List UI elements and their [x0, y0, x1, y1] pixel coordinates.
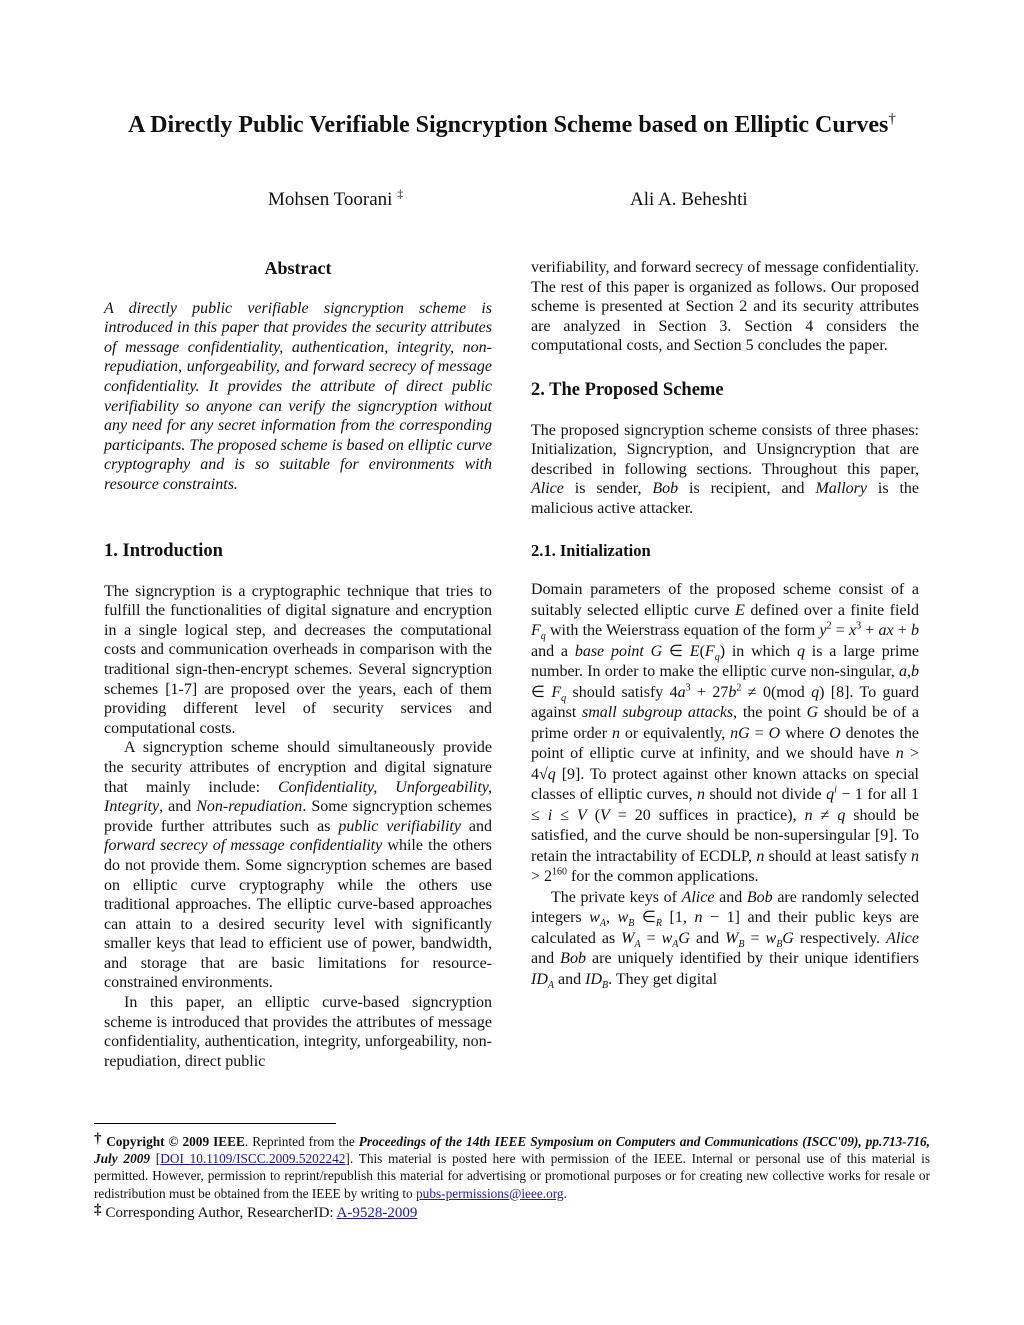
paragraph: [104, 738, 492, 993]
section-introduction: [104, 542, 492, 1071]
paragraph: [531, 258, 919, 356]
footnote-mark: ‡: [94, 1201, 102, 1218]
text-run: denotes the point of elliptic curve at infinity, and we should have: [531, 724, 919, 763]
section-intro-continued: [531, 258, 919, 990]
text-run: w: [617, 909, 629, 927]
text-run: 3: [856, 620, 862, 632]
text-run: The proposed signcryption scheme consists of three phases: Initialization, Signcryption, and Unsigncryption that are described in following sections. Throughout this paper,: [531, 421, 919, 478]
venue-text: Proceedings of the 14th IEEE Symposium on Computers and Communications (ISCC'09), pp.713-716, July 2009: [94, 1134, 930, 1167]
text-run: is the malicious active attacker.: [531, 480, 919, 517]
text-run: b: [728, 683, 737, 701]
text-run: is a large prime number. In order to make the elliptic curve non-singular,: [531, 642, 920, 681]
text-run: and: [531, 950, 561, 968]
text-run: ≠ 0(mod: [741, 683, 812, 701]
copyright-label: Copyright © 2009 IEEE: [106, 1134, 245, 1149]
section-heading: 1. Introduction: [104, 541, 223, 561]
text-run: O: [768, 724, 781, 742]
section-heading: 2. The Proposed Scheme: [531, 379, 724, 400]
corresponding-footnote: [94, 1202, 930, 1222]
text-run: 2: [826, 620, 832, 632]
text-run: q: [540, 631, 546, 643]
author-footnote-mark: ‡: [397, 186, 404, 201]
text-run: The signcryption is a cryptographic technique that tries to fulfill the functionalities of digital signature and encryption in a single logical step, and decreases the computational costs and communication overheads in comparison with the traditional sign-then-encrypt schemes. Several signcryption schemes [1-7] are proposed over the years, each of them providing different level of security services and computational costs.: [104, 582, 492, 737]
text-run: 160: [552, 866, 568, 878]
text-run: forward secrecy of message confidentiality: [104, 837, 383, 855]
author-name: Mohsen Toorani: [268, 189, 393, 210]
text-run: should not divide: [704, 786, 827, 804]
text-run: should at least satisfy: [764, 847, 911, 865]
footnote-text: . Reprinted from the: [244, 1134, 359, 1149]
text-run: . They get digital: [608, 970, 718, 988]
text-run: W: [725, 929, 739, 947]
text-run: respectively.: [793, 929, 887, 947]
text-run: where: [780, 724, 830, 742]
text-run: =: [744, 929, 766, 947]
abstract-heading: Abstract: [264, 258, 332, 278]
text-run: ID: [531, 970, 548, 988]
text-run: A: [672, 938, 679, 950]
text-run: W: [621, 929, 635, 947]
text-run: B: [738, 938, 745, 950]
text-run: V: [576, 806, 587, 824]
text-run: q: [826, 786, 835, 804]
paragraph: [104, 582, 492, 739]
text-run: w: [765, 929, 777, 947]
text-run: Alice: [681, 888, 715, 906]
text-run: and: [460, 817, 493, 835]
text-run: n: [804, 806, 813, 824]
text-run: G: [650, 642, 663, 660]
researcher-id-link[interactable]: A-9528-2009: [336, 1204, 418, 1221]
text-run: n: [696, 786, 705, 804]
text-run: F: [551, 683, 562, 701]
text-run: [644, 643, 651, 660]
text-run: y: [819, 622, 827, 640]
text-run: q: [561, 692, 567, 704]
text-run: +: [893, 622, 911, 640]
text-run: q: [797, 642, 805, 660]
text-run: V: [600, 806, 610, 824]
text-run: Confidentiality, Unforgeability, Integrity: [104, 778, 492, 816]
text-run: b: [911, 663, 919, 681]
text-run: and: [554, 970, 586, 988]
text-run: base point: [574, 642, 644, 660]
text-run: ID: [585, 970, 602, 988]
doi-link[interactable]: DOI 10.1109/ISCC.2009.5202242: [160, 1151, 346, 1167]
text-run: Alice: [886, 929, 919, 947]
paragraph: [531, 421, 919, 519]
text-run: ax: [878, 622, 894, 640]
author-2: [630, 189, 748, 211]
text-run: ) in which: [719, 642, 797, 660]
text-run: are uniquely identified by their unique identifiers: [585, 950, 919, 968]
text-run: i: [547, 806, 553, 824]
abstract-text: A directly public verifiable signcryption scheme is introduced in this paper that provides the security attributes of message confidentiality, authentication, integrity, non-repudiation, unforgeability, and forward secrecy of message confidentiality. It provides the attribute of direct public verifiability so anyone can verify the signcryption without any need for any secret information from the corresponding participants. The proposed scheme is based on elliptic curve cryptography and is so suitable for environments with resource constraints.: [104, 299, 492, 493]
text-run: w: [661, 929, 673, 947]
footnote-text: [: [150, 1151, 161, 1167]
text-run: ∈: [634, 909, 656, 927]
text-run: while the others do not provide them. Some signcryption schemes are based on elliptic curve cryptography while the others use traditional approaches. The elliptic curve-based approaches can attain to a desired security level with significantly smaller keys that lead to efficient use of power, bandwidth, and storage that are basic limitations for resource-constrained environments.: [104, 837, 493, 992]
footnote-text: .: [563, 1185, 567, 1201]
text-run: n: [611, 724, 620, 742]
text-run: a: [899, 663, 907, 681]
footnote-text: Corresponding Author, ResearcherID:: [105, 1204, 337, 1221]
text-run: F: [704, 642, 715, 660]
text-run: b: [910, 622, 919, 640]
text-run: should be of a prime order: [531, 704, 920, 742]
title-text: A Directly Public Verifiable Signcryption Scheme based on Elliptic Curves: [128, 112, 889, 138]
text-run: w: [589, 909, 600, 927]
text-run: O: [829, 724, 841, 742]
text-run: n: [756, 847, 765, 865]
text-run: public verifiability: [338, 817, 461, 835]
text-run: n: [911, 847, 919, 865]
text-run: =: [749, 724, 769, 742]
text-run: = 20 suffices in practice),: [609, 806, 805, 824]
text-run: verifiability, and forward secrecy of message confidentiality. The rest of this paper is organized as follows. Our proposed scheme is presented at Section 2 and its security attributes are analyzed in Section 3. Section 4 considers the computational costs, and Section 5 concludes the paper.: [531, 259, 919, 355]
text-run: or equivalently,: [619, 724, 731, 742]
text-run: =: [640, 929, 662, 947]
text-run: and a: [531, 642, 575, 660]
footnote-text: ]. This material is posted here with permission of the IEEE. Internal or personal use of this material is permitted. However, permission to reprint/republish this material for advertising or promotional purposes or for creating new collective works for resale or redistribution must be obtained from the IEEE by writing to: [94, 1151, 930, 1201]
text-run: B: [602, 979, 609, 991]
paragraph: [104, 993, 492, 1071]
author-1: [268, 186, 404, 211]
text-run: Alice: [531, 480, 564, 498]
text-run: n: [895, 745, 904, 763]
text-run: ∈: [662, 642, 690, 660]
text-run: should satisfy 4: [566, 683, 678, 701]
subsection-heading: 2.1. Initialization: [531, 540, 651, 560]
text-run: q: [714, 651, 720, 663]
text-run: G: [782, 929, 794, 947]
text-run: with the Weierstrass equation of the form: [545, 622, 820, 640]
text-run: A: [634, 938, 641, 950]
text-run: Bob: [746, 888, 773, 906]
text-run: q: [547, 765, 556, 783]
text-run: B: [776, 938, 783, 950]
title-footnote-mark: †: [888, 111, 896, 127]
text-run: , the point: [733, 704, 807, 722]
text-run: + 27: [690, 683, 729, 701]
email-link[interactable]: pubs-permissions@ieee.org: [416, 1185, 564, 1201]
text-run: Bob: [560, 950, 586, 968]
text-run: defined over a finite field: [744, 601, 919, 619]
text-run: A: [547, 979, 554, 991]
text-run: are randomly selected integers: [531, 888, 919, 927]
text-run: nG: [730, 724, 750, 742]
text-run: +: [861, 622, 879, 640]
text-run: [1,: [661, 909, 695, 927]
text-run: The private keys of: [551, 888, 682, 906]
text-run: q: [811, 683, 820, 701]
text-run: G: [678, 929, 690, 947]
text-run: − 1] and their public keys are calculated as: [531, 909, 920, 947]
text-run: Bob: [652, 480, 679, 498]
text-run: E: [689, 642, 700, 660]
text-run: F: [531, 622, 541, 640]
text-run: small subgroup attacks: [581, 704, 734, 722]
text-run: , and: [159, 798, 197, 816]
text-run: ) [8]. To guard against: [531, 683, 919, 722]
text-run: and: [714, 888, 747, 906]
text-run: for the common applications.: [567, 868, 759, 886]
paper-title: [0, 112, 1024, 139]
text-run: In this paper, an elliptic curve-based signcryption scheme is introduced that provides the attributes of message confidentiality, authentication, integrity, unforgeability, non-repudiation, direct public: [104, 994, 492, 1070]
text-run: =: [831, 622, 849, 640]
text-run: ≠: [812, 806, 838, 824]
text-run: (: [699, 642, 705, 660]
footnote-mark: †: [94, 1131, 103, 1147]
text-run: Domain parameters of the proposed scheme consist of a suitably selected elliptic curve: [531, 581, 919, 619]
text-run: Mallory: [815, 480, 867, 498]
text-run: and: [689, 929, 726, 947]
text-run: A: [599, 918, 606, 930]
text-run: i: [834, 784, 837, 796]
text-run: − 1 for all 1 ≤: [531, 786, 920, 824]
text-run: R: [655, 918, 662, 930]
text-run: B: [628, 918, 635, 930]
text-run: G: [806, 704, 819, 722]
text-run: n: [694, 909, 703, 927]
text-run: Non-repudiation: [196, 798, 303, 816]
text-run: x: [848, 622, 857, 640]
text-run: (: [586, 806, 601, 824]
text-run: 2: [736, 682, 742, 694]
text-run: . Some signcryption schemes provide further attributes such as: [104, 798, 492, 835]
author-name: Ali A. Beheshti: [630, 189, 748, 210]
abstract: [104, 259, 492, 495]
text-run: A signcryption scheme should simultaneously provide the security attributes of encryption and digital signature that mainly include:: [104, 739, 492, 796]
text-run: ,: [907, 663, 911, 681]
text-run: a: [677, 683, 686, 701]
text-run: E: [735, 601, 745, 619]
text-run: ,: [606, 909, 618, 927]
footnotes: [94, 1131, 930, 1222]
footnote-rule: [94, 1123, 336, 1124]
text-run: is recipient, and: [678, 480, 816, 498]
text-run: is sender,: [563, 480, 653, 498]
text-run: > 4√: [531, 745, 919, 783]
text-run: [9]. To protect against other known attacks on special classes of elliptic curves,: [531, 765, 919, 804]
text-run: should be satisfied, and the curve should be non-supersingular [9]. To retain the intractability of ECDLP,: [531, 806, 920, 865]
text-run: > 2: [531, 868, 553, 886]
text-run: 3: [685, 682, 691, 694]
paragraph: [531, 888, 919, 991]
text-run: ≤: [552, 806, 577, 824]
copyright-footnote: [94, 1131, 930, 1202]
paragraph: [531, 580, 919, 888]
text-run: ∈: [531, 683, 552, 701]
text-run: q: [837, 806, 846, 824]
